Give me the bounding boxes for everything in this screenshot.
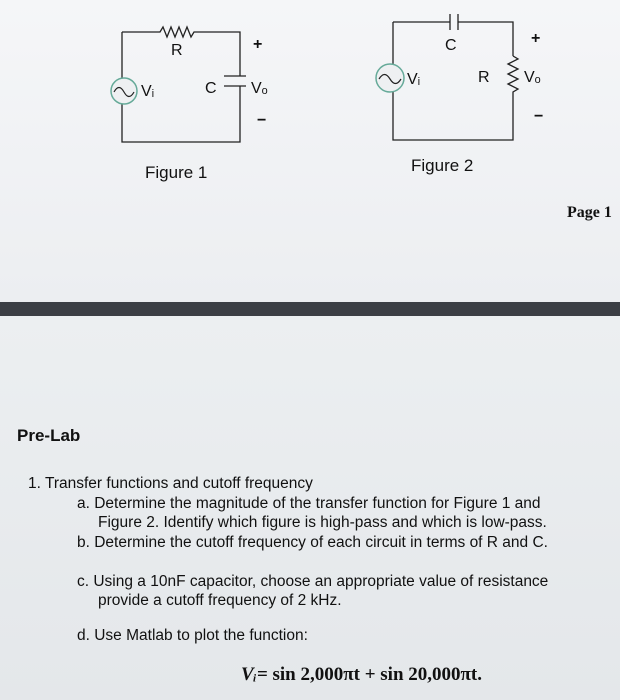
figure-1-output-label: Vₒ bbox=[251, 80, 268, 97]
figure-2-resistor-label: R bbox=[478, 69, 490, 86]
prelab-heading: Pre-Lab bbox=[17, 426, 81, 445]
item-a-line-2: Figure 2. Identify which figure is high-pass and which is low-pass. bbox=[98, 514, 547, 531]
figure-1-source-label: Vᵢ bbox=[141, 83, 155, 100]
figure-2-minus-label: − bbox=[534, 108, 544, 125]
equation-lhs: Vᵢ= bbox=[241, 664, 268, 685]
figure-2-plus-label: + bbox=[531, 30, 541, 47]
figure-2-output-label: Vₒ bbox=[524, 69, 541, 86]
figure-2-caption: Figure 2 bbox=[411, 156, 474, 175]
figure-2-ac-source bbox=[376, 64, 404, 92]
figure-1-plus-label: + bbox=[253, 36, 263, 53]
figure-1-capacitor-label: C bbox=[205, 80, 217, 97]
figure-2-source-label: Vᵢ bbox=[407, 71, 421, 88]
item-b: b. Determine the cutoff frequency of each circuit in terms of R and C. bbox=[77, 534, 548, 551]
item-c-line-2: provide a cutoff frequency of 2 kHz. bbox=[98, 592, 342, 609]
item-a-line-1: a. Determine the magnitude of the transfer function for Figure 1 and bbox=[77, 495, 541, 512]
item-d: d. Use Matlab to plot the function: bbox=[77, 627, 308, 644]
figure-2-capacitor-label: C bbox=[445, 37, 457, 54]
item-1-title: 1. Transfer functions and cutoff frequency bbox=[28, 475, 313, 492]
equation-rhs: sin 2,000πt + sin 20,000πt. bbox=[267, 664, 482, 685]
figure-2-circuit bbox=[0, 0, 620, 302]
figure-1-minus-label: − bbox=[257, 112, 267, 129]
page-divider bbox=[0, 302, 620, 316]
figure-1-caption: Figure 1 bbox=[145, 163, 208, 182]
item-c-line-1: c. Using a 10nF capacitor, choose an appropriate value of resistance bbox=[77, 573, 549, 590]
page-number: Page 1 bbox=[567, 204, 612, 221]
figure-1-resistor-label: R bbox=[171, 42, 183, 59]
equation bbox=[241, 664, 482, 686]
